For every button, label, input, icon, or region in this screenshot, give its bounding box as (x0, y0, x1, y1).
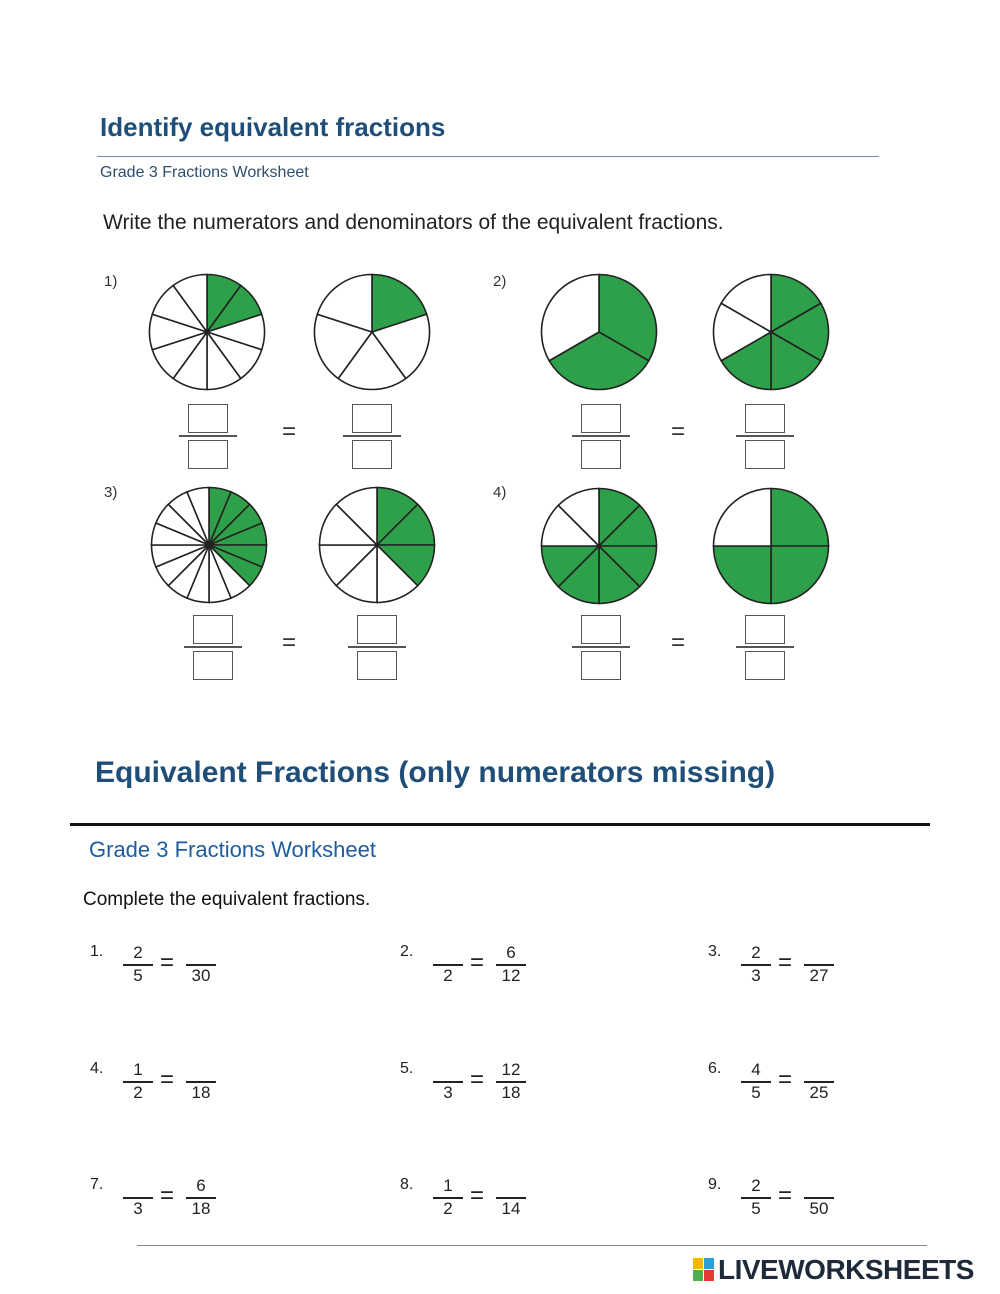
right-numerator[interactable] (494, 1176, 528, 1196)
problem-number: 8. (400, 1176, 414, 1193)
fraction-bar (736, 435, 794, 437)
numerator-input[interactable] (357, 615, 397, 644)
question-label: 2) (493, 273, 507, 290)
equals-sign: = (160, 949, 175, 976)
logo-icon (693, 1258, 715, 1282)
right-numerator[interactable] (802, 1176, 836, 1196)
numerator-input[interactable] (581, 404, 621, 433)
numerator-input[interactable] (581, 615, 621, 644)
question-label: 4) (493, 484, 507, 501)
fraction-bar (184, 646, 242, 648)
section2-divider (70, 823, 930, 826)
right-numerator[interactable] (802, 1060, 836, 1080)
equals-sign: = (160, 1182, 175, 1209)
left-numerator: 1 (133, 1060, 143, 1079)
section1-divider (97, 156, 879, 157)
fraction-bar (179, 435, 237, 437)
right-numerator[interactable] (802, 943, 836, 963)
section1-subtitle: Grade 3 Fractions Worksheet (100, 164, 309, 181)
fraction-bar (572, 435, 630, 437)
numerator-input[interactable] (745, 404, 785, 433)
left-numerator: 2 (751, 1176, 761, 1195)
fraction-problem (708, 1060, 948, 1120)
left-numerator: 4 (751, 1060, 761, 1079)
right-denominator: 18 (501, 1083, 521, 1102)
equals-sign: = (671, 629, 686, 656)
pie-chart (712, 273, 830, 391)
problem-number: 2. (400, 943, 414, 960)
denominator-input[interactable] (188, 440, 228, 469)
left-numerator: 2 (133, 943, 143, 962)
left-numerator[interactable] (121, 1176, 155, 1196)
denominator-input[interactable] (581, 651, 621, 680)
equals-sign: = (671, 418, 686, 445)
denominator-input[interactable] (745, 440, 785, 469)
right-denominator: 30 (191, 966, 211, 985)
section2-subtitle: Grade 3 Fractions Worksheet (89, 837, 376, 862)
denominator-input[interactable] (745, 651, 785, 680)
fraction-bar (343, 435, 401, 437)
right-denominator: 18 (191, 1199, 211, 1218)
right-denominator: 18 (191, 1083, 211, 1102)
fraction-problem (90, 1176, 330, 1236)
denominator-input[interactable] (352, 440, 392, 469)
equals-sign: = (282, 418, 297, 445)
denominator-input[interactable] (193, 651, 233, 680)
equals-sign: = (282, 629, 297, 656)
left-numerator[interactable] (431, 943, 465, 963)
left-denominator: 5 (751, 1083, 761, 1102)
left-denominator: 5 (751, 1199, 761, 1218)
equals-sign: = (160, 1066, 175, 1093)
pie-slice (714, 489, 772, 547)
equals-sign: = (470, 1066, 485, 1093)
pie-chart (540, 487, 658, 605)
left-numerator[interactable] (431, 1060, 465, 1080)
section1-instruction: Write the numerators and denominators of the equivalent fractions. (103, 211, 724, 234)
fraction-problem (400, 1060, 640, 1120)
pie-chart (712, 487, 830, 605)
problem-number: 6. (708, 1060, 722, 1077)
left-denominator: 5 (133, 966, 143, 985)
left-denominator: 2 (443, 966, 453, 985)
problem-number: 5. (400, 1060, 414, 1077)
problem-number: 3. (708, 943, 722, 960)
left-denominator: 3 (133, 1199, 143, 1218)
denominator-input[interactable] (357, 651, 397, 680)
right-numerator[interactable] (184, 1060, 218, 1080)
fraction-bar (736, 646, 794, 648)
problem-number: 1. (90, 943, 104, 960)
fraction-problem (708, 943, 948, 1003)
right-denominator: 27 (809, 966, 829, 985)
pie-chart (150, 486, 268, 604)
problem-number: 4. (90, 1060, 104, 1077)
right-denominator: 14 (501, 1199, 521, 1218)
pie-chart (540, 273, 658, 391)
denominator-input[interactable] (581, 440, 621, 469)
right-numerator: 12 (501, 1060, 521, 1079)
fraction-problem (708, 1176, 948, 1236)
numerator-input[interactable] (352, 404, 392, 433)
fraction-bar (572, 646, 630, 648)
numerator-input[interactable] (193, 615, 233, 644)
pie-slice-shaded (771, 546, 829, 604)
pie-chart (318, 486, 436, 604)
left-denominator: 2 (133, 1083, 143, 1102)
left-denominator: 3 (751, 966, 761, 985)
equals-sign: = (470, 1182, 485, 1209)
fraction-problem (90, 1060, 330, 1120)
question-label: 1) (104, 273, 118, 290)
right-denominator: 50 (809, 1199, 829, 1218)
right-numerator: 6 (196, 1176, 206, 1195)
left-denominator: 3 (443, 1083, 453, 1102)
fraction-problem (90, 943, 330, 1003)
right-numerator: 6 (506, 943, 516, 962)
pie-chart (148, 273, 266, 391)
section2-title: Equivalent Fractions (only numerators missing) (95, 756, 776, 789)
pie-slice-shaded (714, 546, 772, 604)
problem-number: 7. (90, 1176, 104, 1193)
footer-divider (137, 1245, 927, 1246)
numerator-input[interactable] (745, 615, 785, 644)
right-denominator: 12 (501, 966, 521, 985)
liveworksheets-logo (693, 1255, 974, 1285)
left-denominator: 2 (443, 1199, 453, 1218)
brand-name: LIVEWORKSHEETS (718, 1254, 974, 1285)
section1-title: Identify equivalent fractions (100, 112, 446, 142)
fraction-problem (400, 943, 640, 1003)
pie-chart (313, 273, 431, 391)
right-numerator[interactable] (184, 943, 218, 963)
right-denominator: 25 (809, 1083, 829, 1102)
fraction-bar (348, 646, 406, 648)
equals-sign: = (778, 949, 793, 976)
fraction-problem (400, 1176, 640, 1236)
question-label: 3) (104, 484, 118, 501)
problem-number: 9. (708, 1176, 722, 1193)
equals-sign: = (778, 1182, 793, 1209)
left-numerator: 1 (443, 1176, 453, 1195)
numerator-input[interactable] (188, 404, 228, 433)
section2-instruction: Complete the equivalent fractions. (83, 889, 371, 910)
left-numerator: 2 (751, 943, 761, 962)
pie-slice-shaded (771, 489, 829, 547)
equals-sign: = (778, 1066, 793, 1093)
equals-sign: = (470, 949, 485, 976)
